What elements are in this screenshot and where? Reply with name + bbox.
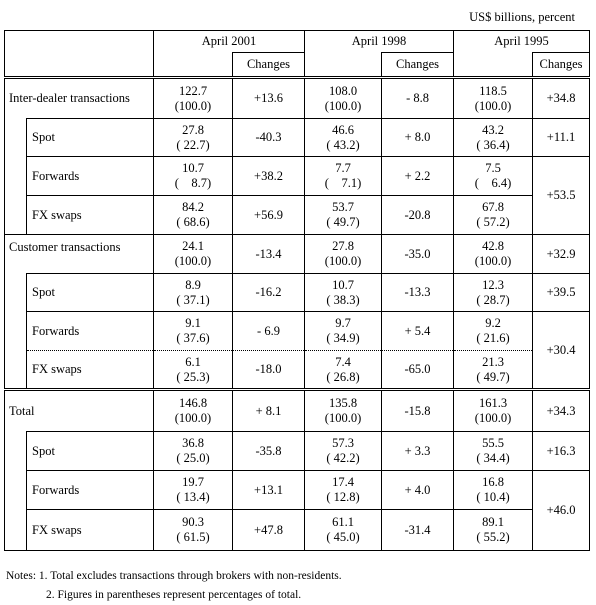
value-2001: 10.7 ( 8.7): [154, 157, 233, 196]
table-row-total-forwards: [5, 471, 590, 510]
change-1998: -15.8: [382, 390, 454, 432]
note-2: 2. Figures in parentheses represent percentages of total.: [46, 589, 302, 601]
value-1998: 9.7 ( 34.9): [305, 312, 382, 351]
value-2001: 19.7 ( 13.4): [154, 471, 233, 510]
change-2001: +13.1: [233, 471, 305, 510]
fx-turnover-table: [4, 30, 590, 551]
value-1998: 61.1 ( 45.0): [305, 510, 382, 551]
row-label: FX swaps: [27, 351, 154, 390]
table-row-inter-spot: [5, 119, 590, 157]
table-row-inter-swaps: [5, 196, 590, 235]
change-2001: -35.8: [233, 432, 305, 471]
change-1995: +16.3: [533, 432, 590, 471]
header-blank: [5, 31, 154, 78]
value-1995: 55.5 ( 34.4): [454, 432, 533, 471]
change-2001: +38.2: [233, 157, 305, 196]
header-changes-1995: Changes: [533, 53, 590, 78]
value-2001: 6.1 ( 25.3): [154, 351, 233, 390]
change-1995-forwards-swaps: +46.0: [533, 471, 590, 551]
change-2001: -13.4: [233, 235, 305, 274]
change-1998: + 5.4: [382, 312, 454, 351]
row-label: Spot: [27, 432, 154, 471]
change-1998: + 2.2: [382, 157, 454, 196]
change-1998: + 4.0: [382, 471, 454, 510]
change-2001: +56.9: [233, 196, 305, 235]
value-1995: 16.8 ( 10.4): [454, 471, 533, 510]
value-1998: 10.7 ( 38.3): [305, 274, 382, 312]
value-2001: 36.8 ( 25.0): [154, 432, 233, 471]
table-row-customer-forwards: [5, 312, 590, 351]
change-1998: - 8.8: [382, 78, 454, 119]
change-1995: +39.5: [533, 274, 590, 312]
change-1998: -35.0: [382, 235, 454, 274]
header-row-years: [5, 31, 590, 53]
value-2001: 24.1 (100.0): [154, 235, 233, 274]
table-row-customer-swaps: [5, 351, 590, 390]
change-2001: -18.0: [233, 351, 305, 390]
change-1995-forwards-swaps: +30.4: [533, 312, 590, 390]
value-2001: 84.2 ( 68.6): [154, 196, 233, 235]
change-2001: - 6.9: [233, 312, 305, 351]
value-1995: 9.2 ( 21.6): [454, 312, 533, 351]
row-label: FX swaps: [27, 196, 154, 235]
value-1995: 21.3 ( 49.7): [454, 351, 533, 390]
header-april-2001: April 2001: [154, 31, 305, 53]
change-2001: +47.8: [233, 510, 305, 551]
change-2001: -16.2: [233, 274, 305, 312]
header-changes-1998: Changes: [382, 53, 454, 78]
value-1998: 135.8 (100.0): [305, 390, 382, 432]
value-1998: 7.7 ( 7.1): [305, 157, 382, 196]
value-1998: 57.3 ( 42.2): [305, 432, 382, 471]
value-1995: 12.3 ( 28.7): [454, 274, 533, 312]
value-1995: 67.8 ( 57.2): [454, 196, 533, 235]
row-label: Total: [5, 390, 154, 432]
row-label: Spot: [27, 274, 154, 312]
row-label: Customer transactions: [5, 235, 154, 274]
change-1998: + 8.0: [382, 119, 454, 157]
table-notes: [6, 567, 342, 605]
change-2001: + 8.1: [233, 390, 305, 432]
row-label: Forwards: [27, 471, 154, 510]
header-april-1998: April 1998: [305, 31, 454, 53]
row-label: Inter-dealer transactions: [5, 78, 154, 119]
header-changes-2001: Changes: [233, 53, 305, 78]
change-1995: +34.3: [533, 390, 590, 432]
value-1995: 42.8 (100.0): [454, 235, 533, 274]
value-2001: 90.3 ( 61.5): [154, 510, 233, 551]
table-row-total-spot: [5, 432, 590, 471]
change-2001: -40.3: [233, 119, 305, 157]
header-april-1995: April 1995: [454, 31, 590, 53]
table-row-total: [5, 390, 590, 432]
table-row-inter-dealer: [5, 78, 590, 119]
value-1998: 53.7 ( 49.7): [305, 196, 382, 235]
value-1998: 108.0 (100.0): [305, 78, 382, 119]
value-1995: 118.5 (100.0): [454, 78, 533, 119]
value-1998: 27.8 (100.0): [305, 235, 382, 274]
value-1995: 89.1 ( 55.2): [454, 510, 533, 551]
change-1995: +11.1: [533, 119, 590, 157]
value-1995: 7.5 ( 6.4): [454, 157, 533, 196]
note-1: Notes: 1. Total excludes transactions through brokers with non-residents.: [6, 570, 342, 582]
change-1995: +32.9: [533, 235, 590, 274]
table-row-customer-spot: [5, 274, 590, 312]
change-1995: +34.8: [533, 78, 590, 119]
row-label: FX swaps: [27, 510, 154, 551]
value-1998: 7.4 ( 26.8): [305, 351, 382, 390]
table-row-inter-forwards: [5, 157, 590, 196]
table-row-customer: [5, 235, 590, 274]
value-1998: 46.6 ( 43.2): [305, 119, 382, 157]
row-label: Forwards: [27, 312, 154, 351]
value-2001: 8.9 ( 37.1): [154, 274, 233, 312]
value-1995: 161.3 (100.0): [454, 390, 533, 432]
change-1998: -13.3: [382, 274, 454, 312]
change-1998: -20.8: [382, 196, 454, 235]
change-1998: -31.4: [382, 510, 454, 551]
change-1998: + 3.3: [382, 432, 454, 471]
value-2001: 9.1 ( 37.6): [154, 312, 233, 351]
row-label: Spot: [27, 119, 154, 157]
table-row-total-swaps: [5, 510, 590, 551]
value-1998: 17.4 ( 12.8): [305, 471, 382, 510]
value-2001: 27.8 ( 22.7): [154, 119, 233, 157]
value-2001: 122.7 (100.0): [154, 78, 233, 119]
change-1995-forwards-swaps: +53.5: [533, 157, 590, 235]
row-label: Forwards: [27, 157, 154, 196]
value-2001: 146.8 (100.0): [154, 390, 233, 432]
value-1995: 43.2 ( 36.4): [454, 119, 533, 157]
change-1998: -65.0: [382, 351, 454, 390]
change-2001: +13.6: [233, 78, 305, 119]
unit-label: US$ billions, percent: [469, 10, 575, 24]
